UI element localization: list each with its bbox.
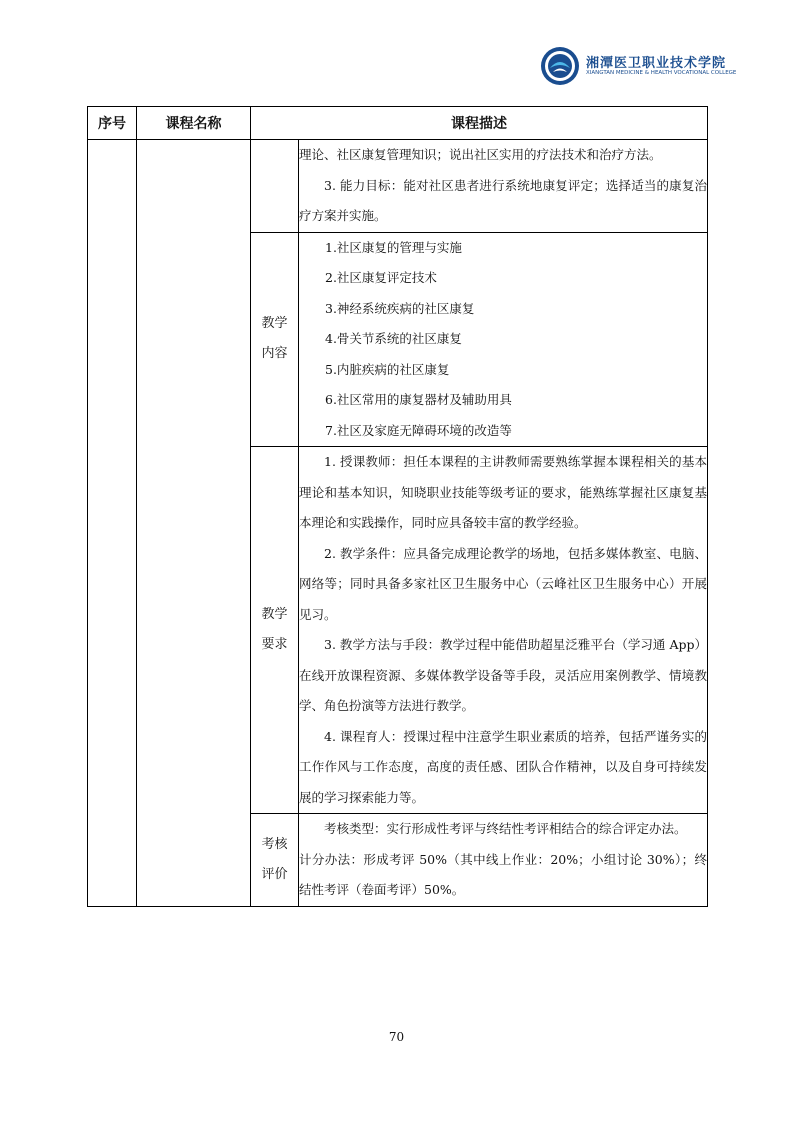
objective-line: 理论、社区康复管理知识；说出社区实用的疗法技术和治疗方法。: [299, 147, 662, 162]
school-name: 湘潭医卫职业技术学院: [586, 56, 727, 71]
assessment-label: 评价: [261, 866, 288, 882]
assessment-paragraph: 计分办法：形成考评 50%（其中线上作业：20%；小组讨论 30%）；终结性考评（卷面考评）50%。: [299, 851, 707, 897]
requirements-cell: [299, 447, 708, 814]
list-item: 6.社区常用的康复器材及辅助用具: [325, 392, 512, 407]
requirement-paragraph: 1. 授课教师：担任本课程的主讲教师需要熟练掌握本课程相关的基本理论和基本知识，知晓职业技能等级考证的要求，能熟练掌握社区康复基本理论和实践操作，同时应具备较丰富的教学经验。: [299, 454, 707, 530]
school-name-en: XIANGTAN MEDICINE & HEALTH VOCATIONAL COLLEGE: [586, 70, 737, 76]
assessment-cell: [299, 814, 708, 907]
list-item: 1.社区康复的管理与实施: [325, 239, 462, 255]
objective-label-cell: [251, 140, 299, 233]
page-number: 70: [388, 1030, 405, 1044]
content-label: 教学: [261, 316, 288, 332]
objective-cell: [299, 140, 708, 233]
requirements-label: 要求: [261, 637, 288, 652]
requirement-paragraph: 3. 教学方法与手段：教学过程中能借助超星泛雅平台（学习通 App）在线开放课程资源、多媒体教学设备等手段，灵活应用案例教学、情境教学、角色扮演等方法进行教学。: [299, 637, 707, 713]
course-table: [87, 106, 708, 907]
list-item: 3.神经系统疾病的社区康复: [325, 300, 475, 316]
list-item: 2.社区康复评定技术: [325, 270, 437, 285]
table-header-row: [88, 107, 708, 140]
requirements-label: 教学: [261, 607, 288, 622]
school-logo: [540, 46, 737, 86]
header-index: 序号: [88, 107, 137, 140]
requirement-paragraph: 4. 课程育人：授课过程中注意学生职业素质的培养，包括严谨务实的工作作风与工作态度，高度的责任感、团队合作精神，以及自身可持续发展的学习探索能力等。: [299, 728, 707, 805]
objective-line: 3. 能力目标：能对社区患者进行系统地康复评定；选择适当的康复治疗方案并实施。: [299, 177, 707, 223]
content-cell: [299, 232, 708, 447]
course-name-cell: [137, 140, 251, 907]
assessment-label: 考核: [261, 836, 288, 852]
content-label: 内容: [261, 346, 288, 362]
list-item: 7.社区及家庭无障碍环境的改造等: [325, 422, 512, 438]
table-row: [88, 140, 708, 233]
header-course-description: 课程描述: [251, 107, 708, 140]
assessment-paragraph: 考核类型：实行形成性考评与终结性考评相结合的综合评定办法。: [324, 821, 687, 836]
index-cell: [88, 140, 137, 907]
list-item: 4.骨关节系统的社区康复: [325, 331, 462, 346]
content-label-cell: [251, 232, 299, 447]
requirement-paragraph: 2. 教学条件：应具备完成理论教学的场地，包括多媒体教室、电脑、网络等；同时具备多家社区卫生服务中心（云峰社区卫生服务中心）开展见习。: [299, 545, 707, 622]
list-item: 5.内脏疾病的社区康复: [325, 361, 450, 377]
school-emblem-icon: [540, 46, 580, 86]
assessment-label-cell: [251, 814, 299, 907]
requirements-label-cell: [251, 447, 299, 814]
header-course-name: 课程名称: [137, 107, 251, 140]
